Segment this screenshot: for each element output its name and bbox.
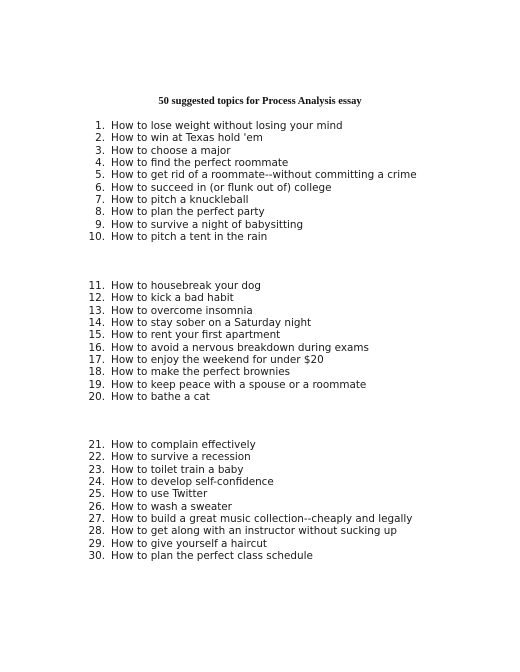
topic-text: How to pitch a tent in the rain bbox=[111, 231, 268, 244]
topic-text: How to stay sober on a Saturday night bbox=[111, 317, 312, 330]
topic-list-item bbox=[82, 329, 502, 341]
topic-list-item bbox=[82, 342, 502, 354]
document-title: 50 suggested topics for Process Analysis essay bbox=[158, 96, 362, 107]
topic-text: How to bathe a cat bbox=[111, 391, 210, 404]
topic-list-item bbox=[82, 391, 502, 403]
topic-list-group-2 bbox=[82, 280, 502, 403]
topic-list-item bbox=[82, 317, 502, 329]
topic-number: 18. bbox=[88, 366, 105, 379]
topic-number: 1. bbox=[95, 120, 105, 132]
topic-number: 21. bbox=[88, 439, 105, 451]
topic-number: 7. bbox=[95, 194, 105, 207]
topic-list-item bbox=[82, 132, 502, 144]
topic-text: How to housebreak your dog bbox=[111, 280, 261, 292]
topic-text: How to use Twitter bbox=[111, 488, 208, 501]
topic-list-item bbox=[82, 194, 502, 206]
topic-text: How to complain effectively bbox=[111, 439, 256, 451]
topic-list-item bbox=[82, 206, 502, 218]
topic-text: How to pitch a knuckleball bbox=[111, 194, 249, 207]
topic-number: 24. bbox=[88, 476, 105, 489]
topic-text: How to overcome insomnia bbox=[111, 304, 253, 317]
topic-list-item bbox=[82, 550, 502, 562]
topic-number: 4. bbox=[95, 157, 105, 170]
topic-number: 12. bbox=[88, 292, 105, 305]
topic-list-item bbox=[82, 366, 502, 378]
topic-text: How to plan the perfect class schedule bbox=[111, 550, 313, 563]
topic-text: How to lose weight without losing your mind bbox=[111, 120, 343, 132]
topic-list-item bbox=[82, 354, 502, 366]
topic-number: 27. bbox=[88, 513, 105, 526]
topic-list-item bbox=[82, 538, 502, 550]
topic-text: How to toilet train a baby bbox=[111, 463, 244, 476]
topic-list-group-1 bbox=[82, 120, 502, 243]
topic-number: 8. bbox=[95, 206, 105, 219]
topic-list-item bbox=[82, 169, 502, 181]
topic-text: How to find the perfect roommate bbox=[111, 157, 289, 170]
topic-number: 13. bbox=[88, 304, 105, 317]
topic-text: How to wash a sweater bbox=[111, 500, 232, 513]
topic-text: How to rent your first apartment bbox=[111, 329, 281, 342]
topic-text: How to survive a recession bbox=[111, 451, 251, 464]
topic-number: 16. bbox=[88, 341, 105, 354]
topic-number: 19. bbox=[88, 378, 105, 391]
topic-list-group-3 bbox=[82, 439, 502, 562]
topic-list-item bbox=[82, 439, 502, 451]
topic-number: 29. bbox=[88, 537, 105, 550]
topic-text: How to survive a night of babysitting bbox=[111, 218, 304, 231]
topic-text: How to get rid of a roommate--without committing a crime bbox=[111, 169, 417, 182]
topic-list-item bbox=[82, 145, 502, 157]
topic-text: How to enjoy the weekend for under $20 bbox=[111, 354, 324, 367]
topic-text: How to choose a major bbox=[111, 144, 231, 157]
topic-text: How to win at Texas hold 'em bbox=[111, 132, 263, 145]
topic-list-item bbox=[82, 464, 502, 476]
topic-number: 2. bbox=[95, 132, 105, 145]
topic-number: 6. bbox=[95, 181, 105, 194]
topic-list-item bbox=[82, 292, 502, 304]
topic-text: How to avoid a nervous breakdown during exams bbox=[111, 341, 369, 354]
topic-number: 17. bbox=[88, 354, 105, 367]
topic-list-item bbox=[82, 305, 502, 317]
topic-list-item bbox=[82, 231, 502, 243]
topic-text: How to plan the perfect party bbox=[111, 206, 265, 219]
topic-list-item bbox=[82, 379, 502, 391]
topic-text: How to develop self-confidence bbox=[111, 476, 274, 489]
topic-list-item bbox=[82, 513, 502, 525]
topic-text: How to build a great music collection--cheaply and legally bbox=[111, 513, 413, 526]
topic-list-item bbox=[82, 120, 502, 132]
topic-list-item bbox=[82, 182, 502, 194]
topic-number: 26. bbox=[88, 500, 105, 513]
topic-text: How to keep peace with a spouse or a roommate bbox=[111, 378, 367, 391]
topic-list-item bbox=[82, 488, 502, 500]
topic-number: 20. bbox=[88, 391, 105, 404]
topic-number: 22. bbox=[88, 451, 105, 464]
topic-number: 14. bbox=[88, 317, 105, 330]
topic-number: 30. bbox=[88, 550, 105, 563]
topic-number: 5. bbox=[95, 169, 105, 182]
topic-list-item bbox=[82, 525, 502, 537]
topic-number: 15. bbox=[88, 329, 105, 342]
topic-number: 9. bbox=[95, 218, 105, 231]
topic-text: How to kick a bad habit bbox=[111, 292, 234, 305]
topic-text: How to give yourself a haircut bbox=[111, 537, 267, 550]
topic-text: How to succeed in (or flunk out of) college bbox=[111, 181, 332, 194]
topic-number: 23. bbox=[88, 463, 105, 476]
topic-list-item bbox=[82, 280, 502, 292]
topic-list-item bbox=[82, 451, 502, 463]
topic-number: 28. bbox=[88, 525, 105, 538]
topic-number: 10. bbox=[88, 231, 105, 244]
topic-list-item bbox=[82, 476, 502, 488]
topic-text: How to make the perfect brownies bbox=[111, 366, 291, 379]
topic-list-item bbox=[82, 501, 502, 513]
topic-text: How to get along with an instructor without sucking up bbox=[111, 525, 397, 538]
topic-list-item bbox=[82, 157, 502, 169]
topic-number: 3. bbox=[95, 144, 105, 157]
topic-number: 25. bbox=[88, 488, 105, 501]
topic-number: 11. bbox=[88, 280, 105, 292]
topic-list-item bbox=[82, 219, 502, 231]
